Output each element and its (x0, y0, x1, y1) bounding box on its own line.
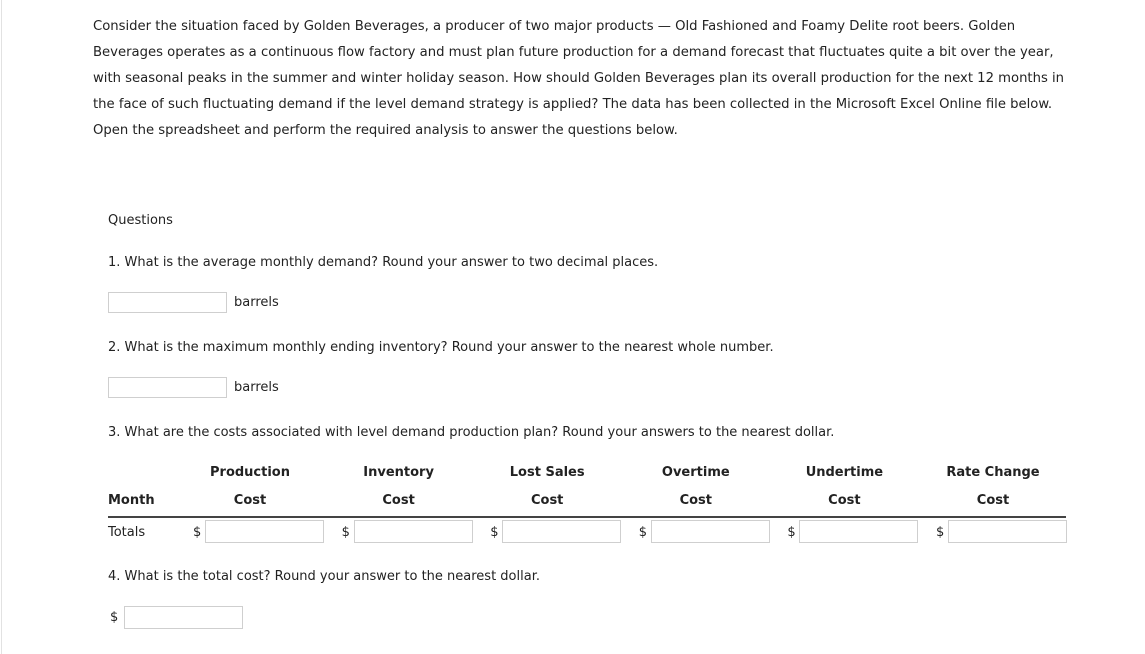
rate-change-cost-input[interactable] (948, 520, 1067, 543)
overtime-header: Overtime (661, 465, 730, 480)
currency-symbol: $ (490, 525, 499, 540)
max-inventory-input[interactable] (108, 377, 227, 398)
inventory-header: Inventory (363, 465, 434, 480)
undertime-header: Undertime (805, 465, 884, 480)
currency-symbol: $ (638, 525, 648, 540)
currency-symbol: $ (936, 525, 945, 540)
totals-label: Totals (108, 525, 146, 540)
undertime-cost-input[interactable] (799, 520, 918, 543)
lost-sales-cost-input[interactable] (502, 520, 621, 543)
question-2-text: 2. What is the maximum monthly ending inventory? Round your answer to the nearest whole number. (108, 340, 774, 355)
problem-description: Consider the situation faced by Golden Beverages, a producer of two major products — Old Fashioned and Foamy Delite root beers. Golden Beverages operates as a continuous flow factory and must plan future production for a demand forecast that fluctuates quite a bit over the year, with seasonal peaks in the summer and winter holiday season. How should Golden Beverages plan its overall production for the next 12 months in the face of such fluctuating demand if the level demand strategy is applied? The data has been collected in the Microsoft Excel Online file below. Open the spreadsheet and perform the required analysis to answer the questions below. (93, 19, 1065, 138)
lost-sales-header: Lost Sales (509, 465, 585, 480)
currency-symbol: $ (341, 525, 350, 540)
currency-symbol: $ (193, 525, 202, 540)
q4-currency-symbol: $ (110, 610, 119, 625)
lost-sales-header-cost: Cost (530, 493, 564, 508)
month-header: Month (108, 493, 155, 508)
q2-unit-label: barrels (234, 380, 279, 395)
overtime-header-cost: Cost (679, 493, 713, 508)
question-1-text: 1. What is the average monthly demand? Round your answer to two decimal places. (108, 255, 659, 270)
production-cost-input[interactable] (205, 520, 324, 543)
question-3-text: 3. What are the costs associated with level demand production plan? Round your answers to the nearest dollar. (108, 425, 835, 440)
undertime-header-cost: Cost (828, 493, 861, 508)
production-header-cost: Cost (233, 493, 267, 508)
questions-heading: Questions (108, 213, 173, 228)
q1-unit-label: barrels (234, 295, 279, 310)
production-header: Production (210, 465, 290, 480)
inventory-cost-input[interactable] (354, 520, 473, 543)
question-4-text: 4. What is the total cost? Round your answer to the nearest dollar. (108, 569, 540, 584)
average-demand-input[interactable] (108, 292, 227, 313)
currency-symbol: $ (787, 525, 796, 540)
rate-change-header: Rate Change (946, 465, 1040, 480)
overtime-cost-input[interactable] (651, 520, 770, 543)
total-cost-input[interactable] (124, 606, 243, 629)
rate-change-header-cost: Cost (976, 493, 1010, 508)
inventory-header-cost: Cost (382, 493, 415, 508)
table-header-divider (108, 516, 1066, 518)
